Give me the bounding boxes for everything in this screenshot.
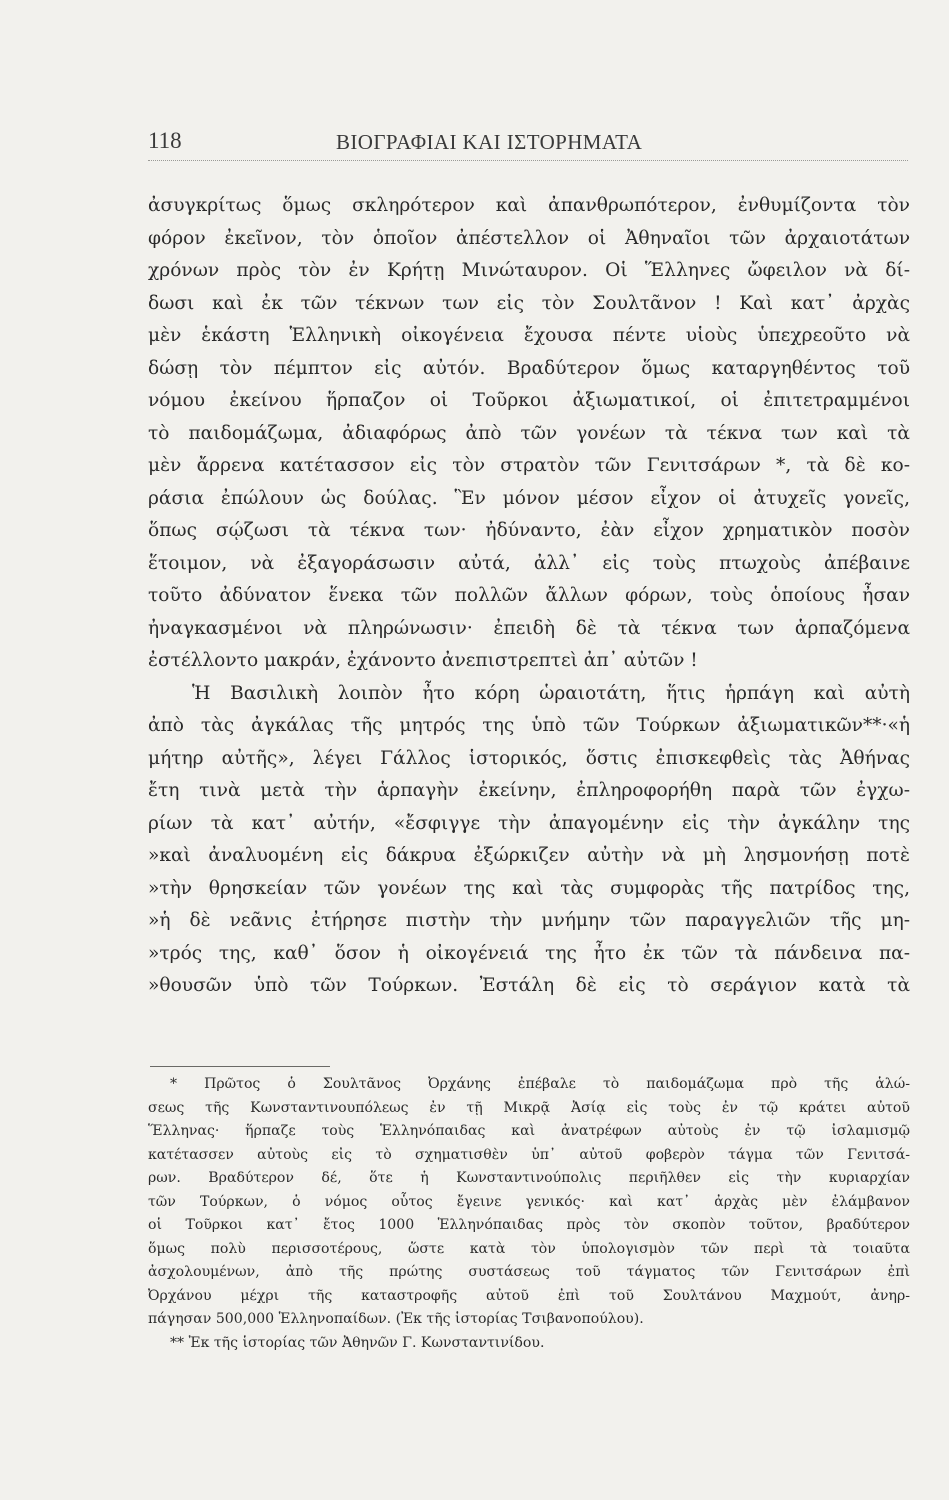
footnote-line: * Πρῶτος ὁ Σουλτᾶνος Ὀρχάνης ἐπέβαλε τὸ παιδομάζωμα πρὸ τῆς ἁλώ-: [170, 1076, 910, 1092]
text-line: Ἡ Βασιλικὴ λοιπὸν ἦτο κόρη ὡραιοτάτη, ἥτις ἡρπάγη καὶ αὐτὴ: [192, 682, 910, 704]
footnotes: [148, 1073, 910, 1355]
text-line: τὸ παιδομάζωμα, ἀδιαφόρως ἀπὸ τῶν γονέων τὰ τέκνα των καὶ τὰ: [148, 422, 910, 444]
text-line: »καὶ ἀναλυομένη εἰς δάκρυα ἐξώρκιζεν αὐτὴν νὰ μὴ λησμονήσῃ ποτὲ: [148, 845, 910, 866]
text-line: μὲν ἑκάστη Ἑλληνικὴ οἰκογένεια ἔχουσα πέντε υἱοὺς ὑπεχρεοῦτο νὰ: [148, 325, 910, 346]
footnote-line: ρων. Βραδύτερον δέ, ὅτε ἡ Κωνσταντινούπολις περιῆλθεν εἰς τὴν κυριαρχίαν: [148, 1170, 910, 1186]
page-header: [148, 128, 908, 161]
text-line: τοῦτο ἀδύνατον ἕνεκα τῶν πολλῶν ἄλλων φόρων, τοὺς ὁποίους ἦσαν: [148, 585, 910, 606]
text-line: φόρον ἐκεῖνον, τὸν ὁποῖον ἀπέστελλον οἱ Ἀθηναῖοι τῶν ἀρχαιοτάτων: [148, 227, 910, 249]
text-line: μήτηρ αὐτῆς», λέγει Γάλλος ἱστορικός, ὅστις ἐπισκεφθεὶς τὰς Ἀθήνας: [148, 747, 910, 769]
text-line: δωσι καὶ ἐκ τῶν τέκνων των εἰς τὸν Σουλτᾶνον ! Καὶ κατ᾽ ἀρχὰς: [148, 292, 910, 314]
running-title: ΒΙΟΓΡΑΦΙΑΙ ΚΑΙ ΙΣΤΟΡΗΜΑΤΑ: [336, 130, 643, 154]
footnote-line: σεως τῆς Κωνσταντινουπόλεως ἐν τῇ Μικρᾷ Ἀσίᾳ εἰς τοὺς ἐν τῷ κράτει αὐτοῦ: [148, 1099, 910, 1116]
text-line: ἐστέλλοντο μακράν, ἐχάνοντο ἀνεπιστρεπτεὶ ἀπ᾽ αὐτῶν !: [148, 650, 698, 671]
text-line: »ἡ δὲ νεᾶνις ἐτήρησε πιστὴν τὴν μνήμην τῶν παραγγελιῶν τῆς μη-: [148, 910, 910, 931]
text-line: μὲν ἄρρενα κατέτασσον εἰς τὸν στρατὸν τῶν Γενιτσάρων *, τὰ δὲ κο-: [148, 455, 910, 476]
text-line: ράσια ἐπώλουν ὡς δούλας. Ἓν μόνον μέσον εἶχον οἱ ἀτυχεῖς γονεῖς,: [148, 487, 910, 509]
footnote-line: ** Ἐκ τῆς ἱστορίας τῶν Ἀθηνῶν Γ. Κωνσταντινίδου.: [170, 1334, 545, 1351]
footnote-line: τῶν Τούρκων, ὁ νόμος οὗτος ἔγεινε γενικός· καὶ κατ᾽ ἀρχὰς μὲν ἐλάμβανον: [148, 1193, 910, 1210]
text-line: ἕτοιμον, νὰ ἐξαγοράσωσιν αὐτά, ἀλλ᾽ εἰς τοὺς πτωχοὺς ἀπέβαινε: [148, 552, 910, 574]
text-line: »τρός της, καθ᾽ ὅσον ἡ οἰκογένειά της ἦτο ἐκ τῶν τὰ πάνδεινα πα-: [148, 942, 910, 964]
text-line: »τὴν θρησκείαν τῶν γονέων της καὶ τὰς συμφορὰς τῆς πατρίδος της,: [148, 877, 910, 899]
footnote-line: οἱ Τοῦρκοι κατ᾽ ἔτος 1000 Ἑλληνόπαιδας πρὸς τὸν σκοπὸν τοῦτον, βραδύτερον: [148, 1217, 910, 1233]
text-line: »θουσῶν ὑπὸ τῶν Τούρκων. Ἐστάλη δὲ εἰς τὸ σεράγιον κατὰ τὰ: [148, 975, 910, 996]
main-text: [148, 190, 910, 1003]
text-line: ἀσυγκρίτως ὅμως σκληρότερον καὶ ἀπανθρωπότερον, ἐνθυμίζοντα τὸν: [148, 195, 910, 216]
footnote-line: ἀσχολουμένων, ἀπὸ τῆς πρώτης συστάσεως τοῦ τάγματος τῶν Γενιτσάρων ἐπὶ: [148, 1264, 910, 1280]
footnote-line: κατέτασσεν αὐτοὺς εἰς τὸ σχηματισθὲν ὑπ᾽ αὐτοῦ φοβερὸν τάγμα τῶν Γενιτσά-: [148, 1146, 910, 1163]
page-number: 118: [148, 128, 182, 153]
text-line: νόμου ἐκείνου ἥρπαζον οἱ Τοῦρκοι ἀξιωματικοί, οἱ ἐπιτετραμμένοι: [148, 390, 910, 411]
footnote-line: Ὀρχάνου μέχρι τῆς καταστροφῆς αὐτοῦ ἐπὶ τοῦ Σουλτάνου Μαχμούτ, ἀνηρ-: [148, 1287, 910, 1304]
text-line: δώσῃ τὸν πέμπτον εἰς αὐτόν. Βραδύτερον ὅμως καταργηθέντος τοῦ: [148, 357, 910, 379]
footnote-divider: [150, 1066, 330, 1067]
text-line: ρίων τὰ κατ᾽ αὐτήν, «ἔσφιγγε τὴν ἀπαγομένην εἰς τὴν ἀγκάλην της: [148, 812, 910, 834]
text-line: ὅπως σῴζωσι τὰ τέκνα των· ἠδύναντο, ἐὰν εἶχον χρηματικὸν ποσὸν: [148, 520, 910, 541]
text-line: ἠναγκασμένοι νὰ πληρώνωσιν· ἐπειδὴ δὲ τὰ τέκνα των ἁρπαζόμενα: [148, 617, 910, 639]
footnote-line: Ἕλληνας· ἥρπαζε τοὺς Ἑλληνόπαιδας καὶ ἀνατρέφων αὐτοὺς ἐν τῷ ἰσλαμισμῷ: [148, 1123, 910, 1139]
text-line: ἔτη τινὰ μετὰ τὴν ἁρπαγὴν ἐκείνην, ἐπληροφορήθη παρὰ τῶν ἐγχω-: [148, 780, 910, 801]
footnote-line: ὅμως πολὺ περισσοτέρους, ὥστε κατὰ τὸν ὑπολογισμὸν τῶν περὶ τὰ τοιαῦτα: [148, 1240, 910, 1257]
footnote-line: πάγησαν 500,000 Ἑλληνοπαίδων. (Ἐκ τῆς ἱστορίας Τσιβανοπούλου).: [148, 1311, 644, 1327]
text-line: χρόνων πρὸς τὸν ἐν Κρήτῃ Μινώταυρον. Οἱ Ἕλληνες ὤφειλον νὰ δί-: [148, 260, 910, 281]
text-line: ἀπὸ τὰς ἀγκάλας τῆς μητρός της ὑπὸ τῶν Τούρκων ἀξιωματικῶν**·«ἡ: [148, 715, 910, 736]
